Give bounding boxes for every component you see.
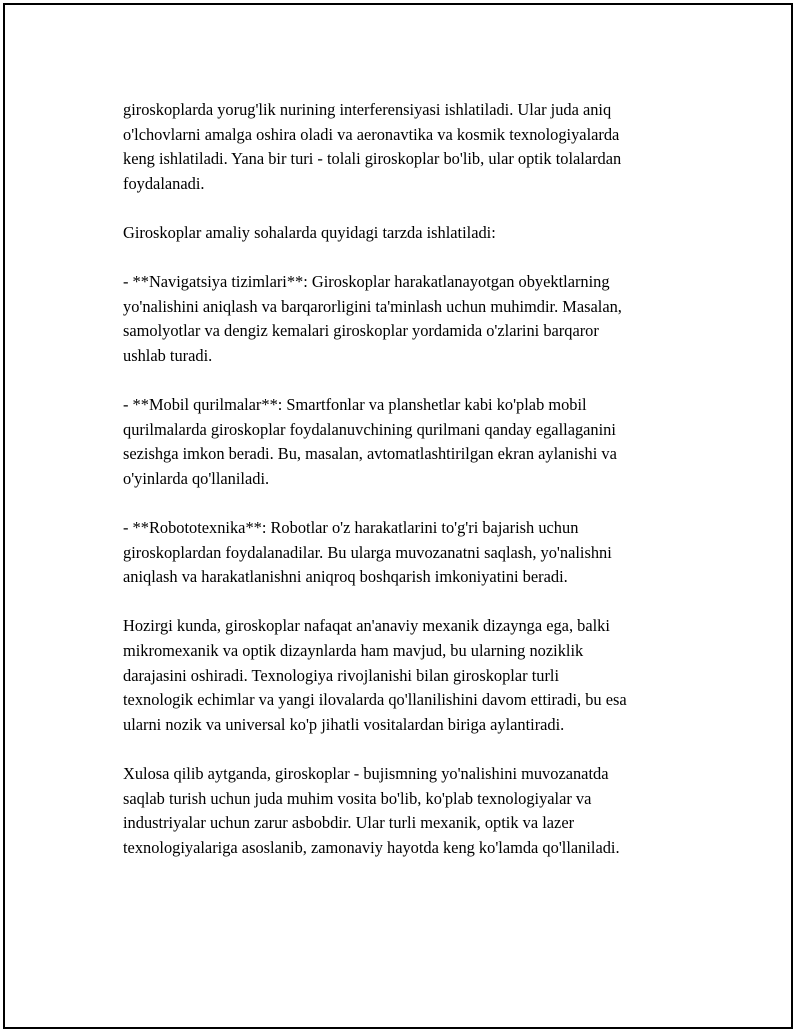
text-line: keng ishlatiladi. Yana bir turi - tolali giroskoplar bo'lib, ular optik tolalardan [123,149,622,169]
text-line: texnologiyalariga asoslanib, zamonaviy hayotda keng ko'lamda qo'llaniladi. [123,837,620,857]
text-line: qurilmalarda giroskoplar foydalanuvchining qurilmani qanday egallaganini [123,419,616,439]
text-line: sezishga imkon beradi. Bu, masalan, avtomatlashtirilgan ekran aylanishi va [123,444,617,464]
text-line: Giroskoplar amaliy sohalarda quyidagi tarzda ishlatiladi: [123,222,496,242]
text-line: Hozirgi kunda, giroskoplar nafaqat an'anaviy mexanik dizaynga ega, balki [123,616,610,636]
text-line: Xulosa qilib aytganda, giroskoplar - bujismning yo'nalishini muvozanatda [123,764,609,784]
text-line: o'yinlarda qo'llaniladi. [123,468,270,488]
text-line: - **Navigatsiya tizimlari**: Giroskoplar harakatlanayotgan obyektlarning [123,272,610,292]
text-line: giroskoplardan foydalanadilar. Bu ularga muvozanatni saqlash, yo'nalishni [123,542,612,562]
text-line: o'lchovlarni amalga oshira oladi va aeronavtika va kosmik texnologiyalarda [123,124,620,144]
page-frame [3,3,793,1029]
paragraph-conclusion [123,762,703,860]
document-body [123,98,703,885]
text-line: yo'nalishini aniqlash va barqarorligini ta'minlash uchun muhimdir. Masalan, [123,296,622,316]
text-line: aniqlash va harakatlanishni aniqroq boshqarish imkoniyatini beradi. [123,567,568,587]
text-line: - **Robototexnika**: Robotlar o'z harakatlarini to'g'ri bajarish uchun [123,518,579,538]
text-line: ularni nozik va universal ko'p jihatli vositalardan biriga aylantiradi. [123,714,565,734]
paragraph-navigation [123,270,703,368]
paragraph-1 [123,98,703,196]
paragraph-current [123,614,703,737]
text-line: industriyalar uchun zarur asbobdir. Ular turli mexanik, optik va lazer [123,813,575,833]
text-line: mikromexanik va optik dizaynlarda ham mavjud, bu ularning noziklik [123,641,584,661]
paragraph-2 [123,221,703,246]
text-line: foydalanadi. [123,173,205,193]
paragraph-mobile [123,393,703,491]
text-line: darajasini oshiradi. Texnologiya rivojlanishi bilan giroskoplar turli [123,665,560,685]
text-line: ushlab turadi. [123,345,213,365]
text-line: - **Mobil qurilmalar**: Smartfonlar va planshetlar kabi ko'plab mobil [123,395,587,415]
text-line: samolyotlar va dengiz kemalari giroskoplar yordamida o'zlarini barqaror [123,321,599,341]
text-line: giroskoplarda yorug'lik nurining interferensiyasi ishlatiladi. Ular juda aniq [123,100,612,119]
text-line: saqlab turish uchun juda muhim vosita bo'lib, ko'plab texnologiyalar va [123,788,592,808]
paragraph-robotics [123,516,703,590]
text-line: texnologik echimlar va yangi ilovalarda qo'llanilishini davom ettiradi, bu esa [123,690,627,710]
